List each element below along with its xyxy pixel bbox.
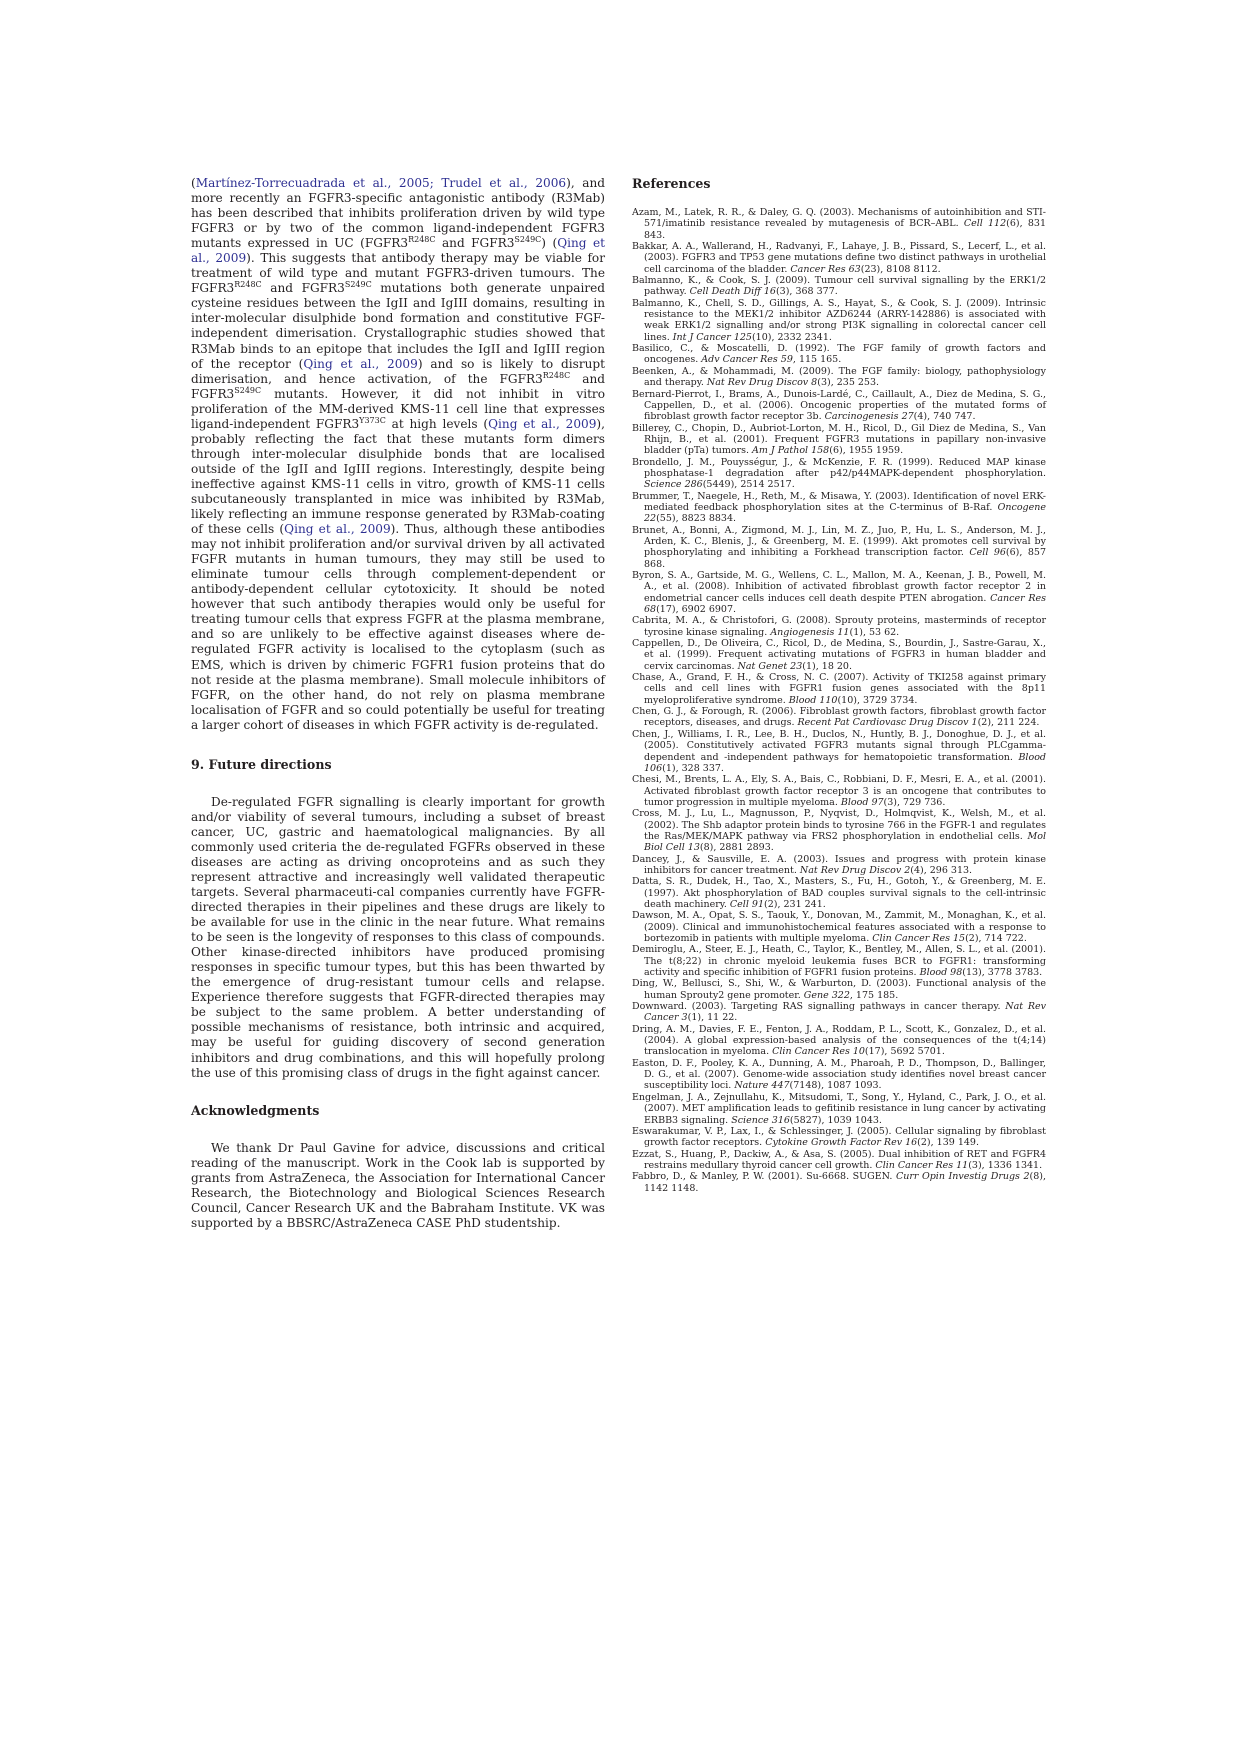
text-run: (8), 1142 1148. [644,1171,1046,1194]
left-column [191,176,605,1231]
superscript: S249C [344,280,372,290]
text-run: (4), 740 747. [913,411,976,423]
journal-name: Nat Genet 23 [737,660,803,672]
text-run: (17), 5692 5701. [864,1046,945,1058]
reference-item [632,1058,1046,1092]
journal-name: Cancer Res 63 [790,263,861,275]
text-run: ). This suggests that antibody therapy may be viable for treatment of wild type and mutant FGFR3-driven tumours. The FGFR3 [191,251,605,296]
text-run: Fabbro, D., & Manley, P. W. (2001). Su-6668. SUGEN. [632,1171,896,1183]
text-run: (6), 1955 1959. [829,445,904,457]
text-run: ) and so is likely to disrupt dimerisation, and hence activation, of the FGFR3 [191,356,605,386]
journal-name: Angiogenesis 11 [770,626,850,638]
superscript: R248C [234,280,262,290]
reference-item [632,1092,1046,1126]
text-run: Chen, J., Williams, I. R., Lee, B. H., Duclos, N., Huntly, B. J., Donoghue, D. J., et al. (2005). Constitutively activated FGFR3 mutants signal through PLCgamma-dependent and -independent pathways for hematopoietic transformation. [632,728,1046,763]
journal-name: Clin Cancer Res 15 [872,933,966,944]
reference-item [632,389,1046,423]
reference-item [632,207,1046,241]
journal-name: Cytokine Growth Factor Rev 16 [765,1137,918,1149]
reference-item [632,1149,1046,1172]
text-run: Downward. (2003). Targeting RAS signalling pathways in cancer therapy. [632,1001,1006,1013]
journal-name: Cell 112 [963,218,1007,230]
reference-item [632,366,1046,389]
text-run: (8), 2881 2893. [699,842,774,854]
text-run: ( [191,176,196,190]
superscript: R248C [408,235,436,245]
text-run: Balmanno, K., Chell, S. D., Gillings, A. S., Hayat, S., & Cook, S. J. (2009). Intrinsic resistance to the MEK1/2 inhibitor AZD6244 (ARRY-142886) is associated with weak ERK1/2 signalling and/or strong PI3K signalling in colorectal cancer cell lines. [632,297,1046,343]
reference-item [632,423,1046,457]
text-run: and FGFR3 [435,236,515,251]
right-column [632,176,1046,1194]
journal-name: Adv Cancer Res 59 [701,354,793,366]
reference-item [632,491,1046,525]
reference-list [632,207,1046,1194]
text-run: Cabrita, M. A., & Christofori, G. (2008). Sprouty proteins, masterminds of receptor tyrosine kinase signaling. [632,615,1046,638]
citation-link[interactable]: Qing et al., 2009 [191,236,605,266]
reference-item [632,1001,1046,1024]
text-run: (1), 53 62. [849,626,900,638]
journal-name: Oncogene 22 [644,501,1046,525]
text-run: (1), 328 337. [662,762,724,774]
reference-item [632,978,1046,1001]
text-run: (4), 296 313. [910,864,973,876]
text-run: Cappellen, D., De Oliveira, C., Ricol, D., de Medina, S., Bourdin, J., Sastre-Garau, X., et al. (1999). Frequent activating mutations of FGFR3 in human bladder and cervix carcinomas. [632,638,1046,672]
text-run: (3), 1336 1341. [968,1159,1043,1171]
text-run: (1), 11 22. [687,1012,738,1024]
text-run: Bernard-Pierrot, I., Brams, A., Dunois-Lardé, C., Caillault, A., Diez de Medina, S. G., Cappellen, D., et al. (2006). Oncogenic properties of the mutated forms of fibroblast growth factor receptor 3b. [632,388,1046,423]
text-run: Byron, S. A., Gartside, M. G., Wellens, C. L., Mallon, M. A., Keenan, J. B., Powell, M. A., et al. (2008). Inhibition of activated fibroblast growth factor receptor 2 in endometrial cancer cells induces cell death despite PTEN abrogation. [632,570,1046,604]
journal-name: Curr Opin Investig Drugs 2 [895,1171,1030,1183]
text-run: (6), 857 868. [644,547,1046,570]
reference-item [632,910,1046,944]
text-run: (13), 3778 3783. [962,967,1043,979]
reference-item [632,944,1046,978]
reference-item [632,774,1046,808]
text-run: (7148), 1087 1093. [789,1080,882,1092]
journal-name: Cell 91 [729,898,764,910]
journal-name: Int J Cancer 125 [672,331,752,343]
reference-item [632,298,1046,343]
text-run: (3), 368 377. [775,286,838,298]
text-run: Dawson, M. A., Opat, S. S., Taouk, Y., Donovan, M., Zammit, M., Monaghan, K., et al. (2009). Clinical and immunohistochemical features associated with a response to bortezomib in patients with multiple myeloma. [632,910,1046,944]
text-run: Demiroglu, A., Steer, E. J., Heath, C., Taylor, K., Bentley, M., Allen, S. L., et al. (2001). The t(8;22) in chronic myeloid leukemia fuses BCR to FGFR1: transforming activity and specific inhibition of FGFR1 fusion proteins. [632,944,1046,979]
reference-item [632,808,1046,853]
journal-name: Cell 96 [969,547,1006,559]
reference-item [632,672,1046,706]
superscript: S249C [234,385,262,395]
acknowledgments-text: We thank Dr Paul Gavine for advice, discussions and critical reading of the manuscript. Work in the Cook lab is supported by grants from AstraZeneca, the Association for International Cancer Research, the Biotechnology and Biological Sciences Research Council, Cancer Research UK and the Babraham Institute. VK was supported by a BBSRC/AstraZeneca CASE PhD studentship. [191,1140,605,1230]
text-run: (5827), 1039 1043. [789,1114,882,1126]
text-run: (3), 729 736. [883,796,946,808]
superscript: Y373C [359,415,386,425]
text-run: ) ( [541,236,558,251]
text-run: (10), 3729 3734. [837,694,918,706]
journal-name: Nat Rev Cancer 3 [644,1001,1046,1024]
text-run: Easton, D. F., Pooley, K. A., Dunning, A. M., Pharoah, P. D., Thompson, D., Ballinger, D. G., et al. (2007). Genome-wide association study identifies novel breast cancer susceptibility loci. [632,1057,1046,1092]
text-run: (23), 8108 8112. [860,263,941,275]
journal-name: Gene 322 [803,989,850,1001]
reference-item [632,854,1046,877]
citation-link[interactable]: Qing et al., 2009 [284,522,391,537]
future-directions-text: De-regulated FGFR signalling is clearly important for growth and/or viability of several tumours, including a subset of breast cancer, UC, gastric and haematological malignancies. By all commonly used criteria the de-regulated FGFRs observed in these diseases are acting as driving oncoproteins and as such they represent attractive and increasingly well validated therapeutic targets. Several pharmaceuti-cal companies currently have FGFR-directed therapies in their pipelines and these drugs are likely to be available for use in the clinic in the near future. What remains to be seen is the longevity of responses to this class of compounds. Other kinase-directed inhibitors have produced promising responses in specific tumour types, but this has been thwarted by the emergence of drug-resistant tumour cells and relapse. Experience therefore suggests that FGFR-directed therapies may be subject to the same problem. A better understanding of possible mechanisms of resistance, both intrinsic and acquired, may be useful for guiding discovery of second generation inhibitors and drug combinations, and this will hopefully prolong the use of this promising class of drugs in the fight against cancer. [191,794,605,1080]
citation-link[interactable]: Martínez-Torrecuadrada et al., 2005; Trudel et al., 2006 [195,176,567,190]
reference-item [632,525,1046,570]
text-run: at high levels ( [385,416,489,431]
text-run: Balmanno, K., & Cook, S. J. (2009). Tumour cell survival signalling by the ERK1/2 pathway. [632,275,1046,298]
text-run: Billerey, C., Chopin, D., Aubriot-Lorton, M. H., Ricol, D., Gil Diez de Medina, S., Van Rhijn, B., et al. (2001). Frequent FGFR3 mutations in papillary non-invasive bladder (pTa) tumors. [632,422,1046,457]
journal-name: Cancer Res 68 [644,592,1046,616]
text-run: Bakkar, A. A., Wallerand, H., Radvanyi, F., Lahaye, J. B., Pissard, S., Lecerf, L., et al. (2003). FGFR3 and TP53 gene mutations define two distinct pathways in urothelial cell carcinoma of the bladder. [632,241,1046,275]
text-run: (17), 6902 6907. [656,604,737,616]
journal-name: Cell Death Diff 16 [689,286,776,298]
text-run: (55), 8823 8834. [656,513,737,525]
text-run: Brunet, A., Bonni, A., Zigmond, M. J., Lin, M. Z., Juo, P., Hu, L. S., Anderson, M. J., Arden, K. C., Blenis, J., & Greenberg, M. E. (1999). Akt promotes cell survival by phosphorylating and inhibiting a Forkhead transcription factor. [632,524,1046,559]
text-run: Cross, M. J., Lu, L., Magnusson, P., Nyqvist, D., Holmqvist, K., Welsh, M., et al. (2002). The Shb adaptor protein binds to tyrosine 766 in the FGFR-1 and regulates the Ras/MEK/MAPK pathway via FRS2 phosphorylation in endothelial cells. [632,808,1046,842]
reference-item [632,241,1046,275]
text-run: Chesi, M., Brents, L. A., Ely, S. A., Bais, C., Robbiani, D. F., Mesri, E. A., et al. (2001). Activated fibroblast growth factor receptor 3 is an oncogene that contributes to tumor progression in multiple myeloma. [632,774,1046,808]
text-run: (6), 831 843. [644,218,1046,241]
journal-name: Recent Pat Cardiovasc Drug Discov 1 [797,717,978,729]
text-run: Dancey, J., & Sausville, E. A. (2003). Issues and progress with protein kinase inhibitors for cancer treatment. [632,853,1046,876]
reference-item [632,1024,1046,1058]
journal-name: Mol Biol Cell 13 [644,830,1046,854]
journal-name: Blood 98 [919,967,963,979]
journal-name: Science 316 [731,1114,790,1126]
journal-name: Blood 106 [644,751,1046,774]
reference-item [632,570,1046,615]
text-run: Engelman, J. A., Zejnullahu, K., Mitsudomi, T., Song, Y., Hyland, C., Park, J. O., et al. (2007). MET amplification leads to gefitinib resistance in lung cancer by activating ERBB3 signaling. [632,1091,1046,1126]
reference-item [632,275,1046,298]
text-run: mutants. However, it did not inhibit in vitro proliferation of the MM-derived KMS-11 cell line that expresses ligand-independent FGFR3 [191,386,605,431]
text-run: (2), 231 241. [763,898,826,910]
text-run: Brummer, T., Naegele, H., Reth, M., & Misawa, Y. (2003). Identification of novel ERK-mediated feedback phosphorylation sites at the C-terminus of B-Raf. [632,490,1046,513]
journal-name: Clin Cancer Res 11 [875,1159,969,1171]
text-run: (3), 235 253. [817,377,880,389]
references-heading: References [632,176,711,191]
text-run: (5449), 2514 2517. [702,479,795,491]
text-run: Eswarakumar, V. P., Lax, I., & Schlessinger, J. (2005). Cellular signaling by fibroblast growth factor receptors. [632,1125,1046,1149]
reference-item [632,1126,1046,1149]
text-run: (2), 139 149. [917,1137,979,1149]
reference-item [632,876,1046,910]
text-run: Chen, G. J., & Forough, R. (2006). Fibroblast growth factors, fibroblast growth factor receptors, diseases, and drugs. [632,706,1046,729]
text-run: Ding, W., Bellusci, S., Shi, W., & Warburton, D. (2003). Functional analysis of the human Sprouty2 gene promoter. [632,978,1046,1001]
superscript: R248C [542,370,571,380]
text-run: (1), 18 20. [802,660,852,672]
body-text-block [191,176,605,733]
text-run: (2), 714 722. [965,933,1027,944]
text-run: Beenken, A., & Mohammadi, M. (2009). The FGF family: biology, pathophysiology and therapy. [632,365,1046,389]
journal-name: Science 286 [644,479,703,491]
journal-name: Blood 110 [788,694,838,706]
text-run: Dring, A. M., Davies, F. E., Fenton, J. A., Roddam, P. L., Scott, K., Gonzalez, D., et al. (2004). A global expression-based analysis of the consequences of the t(4;14) translocation in myeloma. [632,1023,1046,1058]
text-run: Chase, A., Grand, F. H., & Cross, N. C. (2007). Activity of TKI258 against primary cells and cell lines with FGFR1 fusion genes associated with the 8p11 myeloproliferative syndrome. [632,672,1046,706]
text-run: Ezzat, S., Huang, P., Dackiw, A., & Asa, S. (2005). Dual inhibition of RET and FGFR4 restrains medullary thyroid cancer cell growth. [632,1148,1046,1171]
text-run: ), and more recently an FGFR3-specific antagonistic antibody (R3Mab) has been described that inhibits proliferation driven by wild type FGFR3 or by two of the common ligand-independent FGFR3 mutants expressed in UC (FGFR3 [191,176,606,251]
text-run: and FGFR3 [191,371,605,401]
journal-name: Nat Rev Drug Discov 8 [706,377,818,389]
journal-name: Nat Rev Drug Discov 2 [799,864,911,876]
text-run: mutations both generate unpaired cysteine residues between the IgII and IgIII domains, resulting in inter-molecular disulphide bond formation and constitutive FGF-independent dimerisation. Crystallographic studies showed that R3Mab binds to an epitope that includes the IgII and IgIII region of the receptor ( [191,281,605,371]
section-heading-future-directions: 9. Future directions [191,756,332,772]
reference-item [632,729,1046,774]
reference-item [632,1171,1046,1194]
text-run: and FGFR3 [261,281,345,296]
text-run: (10), 2332 2341. [751,331,832,343]
reference-item [632,457,1046,491]
superscript: S249C [514,235,542,245]
text-run: ), probably reflecting the fact that these mutants form dimers through inter-molecular disulphide bonds that are localised outside of the IgII and IgIII regions. Interestingly, despite being ineffective against KMS-11 cells in vitro, growth of KMS-11 cells subcutaneously transplanted in mice was inhibited by R3Mab, likely reflecting an immune response generated by R3Mab-coating of these cells ( [191,416,605,537]
text-run: Azam, M., Latek, R. R., & Daley, G. Q. (2003). Mechanisms of autoinhibition and STI-571/imatinib resistance revealed by mutagenesis of BCR–ABL. [632,207,1046,230]
journal-name: Am J Pathol 158 [752,445,830,457]
reference-item [632,343,1046,366]
reference-item [632,706,1046,729]
journal-name: Carcinogenesis 27 [824,411,914,423]
text-run: ). Thus, although these antibodies may not inhibit proliferation and/or survival driven by all activated FGFR mutants in human tumours, they may still be used to eliminate tumour cells through complement-dependent or antibody-dependent cellular cytotoxicity. It should be noted however that such antibody therapies would only be useful for treating tumour cells that express FGFR at the plasma membrane, and so are unlikely to be effective against diseases where de-regulated FGFR activity is localised to the cytoplasm (such as EMS, which is driven by chimeric FGFR1 fusion proteins that do not reside at the plasma membrane). Small molecule inhibitors of FGFR, on the other hand, do not rely on plasma membrane localisation of FGFR and so could potentially be useful for treating a larger cohort of diseases in which FGFR activity is de-regulated. [191,522,605,732]
text-run: (2), 211 224. [977,717,1040,729]
text-run: Basilico, C., & Moscatelli, D. (1992). The FGF family of growth factors and oncogenes. [632,343,1046,366]
text-run: , 175 185. [849,989,899,1001]
journal-name: Clin Cancer Res 10 [772,1046,865,1058]
text-run: Brondello, J. M., Pouysségur, J., & McKenzie, F. R. (1999). Reduced MAP kinase phosphatase-1 degradation after p42/p44MAPK-dependent phosphorylation. [632,456,1046,479]
journal-name: Blood 97 [840,796,884,808]
section-heading-acknowledgments: Acknowledgments [191,1102,320,1118]
reference-item [632,638,1046,672]
reference-item [632,615,1046,638]
citation-link[interactable]: Qing et al., 2009 [303,356,418,371]
text-run: Datta, S. R., Dudek, H., Tao, X., Masters, S., Fu, H., Gotoh, Y., & Greenberg, M. E. (1997). Akt phosphorylation of BAD couples survival signals to the cell-intrinsic death machinery. [632,876,1046,910]
text-run: , 115 165. [792,354,842,366]
journal-name: Nature 447 [734,1080,790,1092]
citation-link[interactable]: Qing et al., 2009 [488,416,597,431]
